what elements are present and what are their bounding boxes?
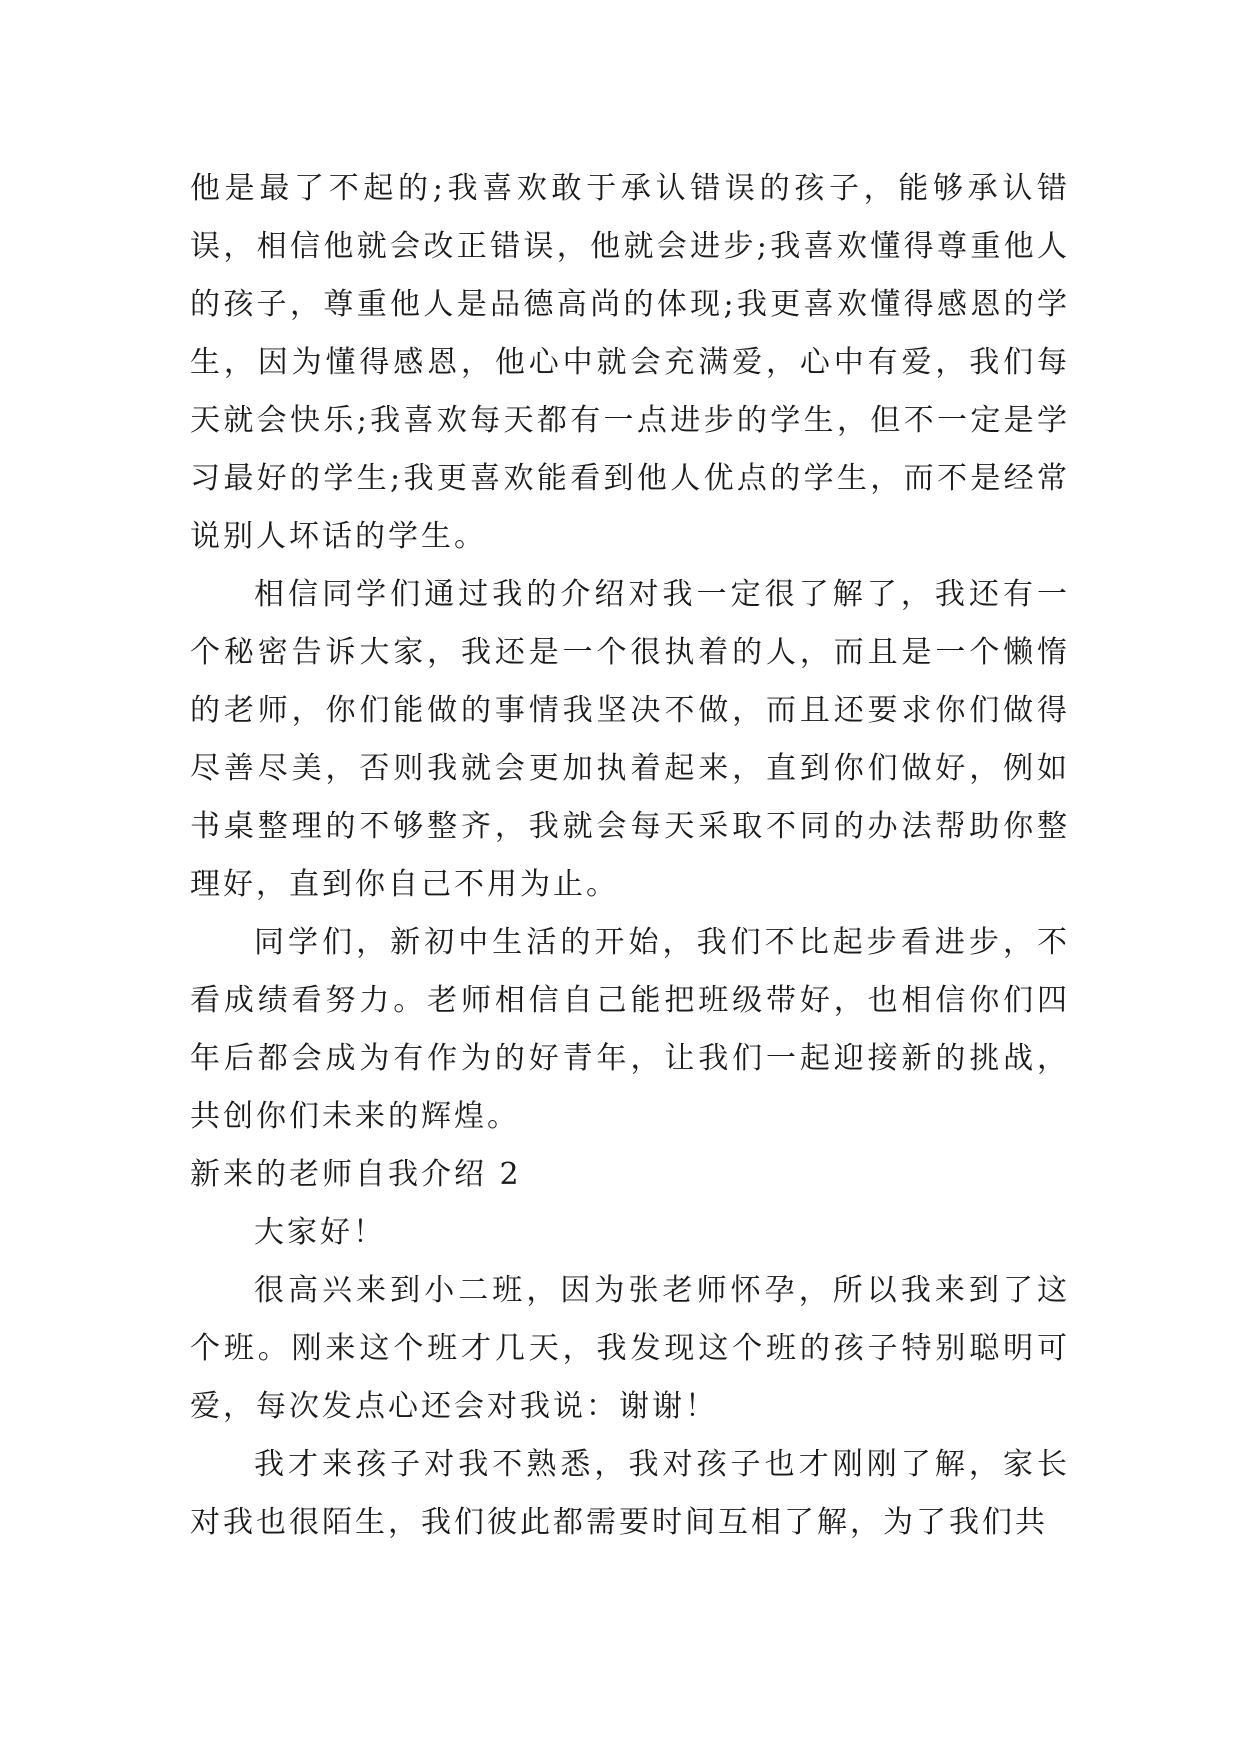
paragraph: 同学们，新初中生活的开始，我们不比起步看进步，不看成绩看努力。老师相信自己能把班级带好，也相信你们四年后都会成为有作为的好青年，让我们一起迎接新的挑战，共创你们未来的辉煌。 bbox=[190, 925, 1070, 1134]
paragraph: 我才来孩子对我不熟悉，我对孩子也才刚刚了解，家长对我也很陌生，我们彼此都需要时间互相了解，为了我们共 bbox=[190, 1447, 1070, 1540]
paragraph: 很高兴来到小二班，因为张老师怀孕，所以我来到了这个班。刚来这个班才几天，我发现这个班的孩子特别聪明可爱，每次发点心还会对我说：谢谢！ bbox=[190, 1273, 1070, 1424]
paragraph: 他是最了不起的;我喜欢敢于承认错误的孩子，能够承认错误，相信他就会改正错误，他就会进步;我喜欢懂得尊重他人的孩子，尊重他人是品德高尚的体现;我更喜欢懂得感恩的学生，因为懂得感恩，他心中就会充满爱，心中有爱，我们每天就会快乐;我喜欢每天都有一点进步的学生，但不一定是学习最好的学生;我更喜欢能看到他人优点的学生，而不是经常说别人坏话的学生。 bbox=[190, 171, 1070, 554]
greeting: 大家好！ bbox=[254, 1215, 386, 1250]
document-body bbox=[190, 160, 1070, 1552]
section-title: 新来的老师自我介绍 2 bbox=[190, 1157, 522, 1192]
paragraph: 相信同学们通过我的介绍对我一定很了解了，我还有一个秘密告诉大家，我还是一个很执着的人，而且是一个懒惰的老师，你们能做的事情我坚决不做，而且还要求你们做得尽善尽美，否则我就会更加执着起来，直到你们做好，例如书桌整理的不够整齐，我就会每天采取不同的办法帮助你整理好，直到你自己不用为止。 bbox=[190, 577, 1070, 902]
